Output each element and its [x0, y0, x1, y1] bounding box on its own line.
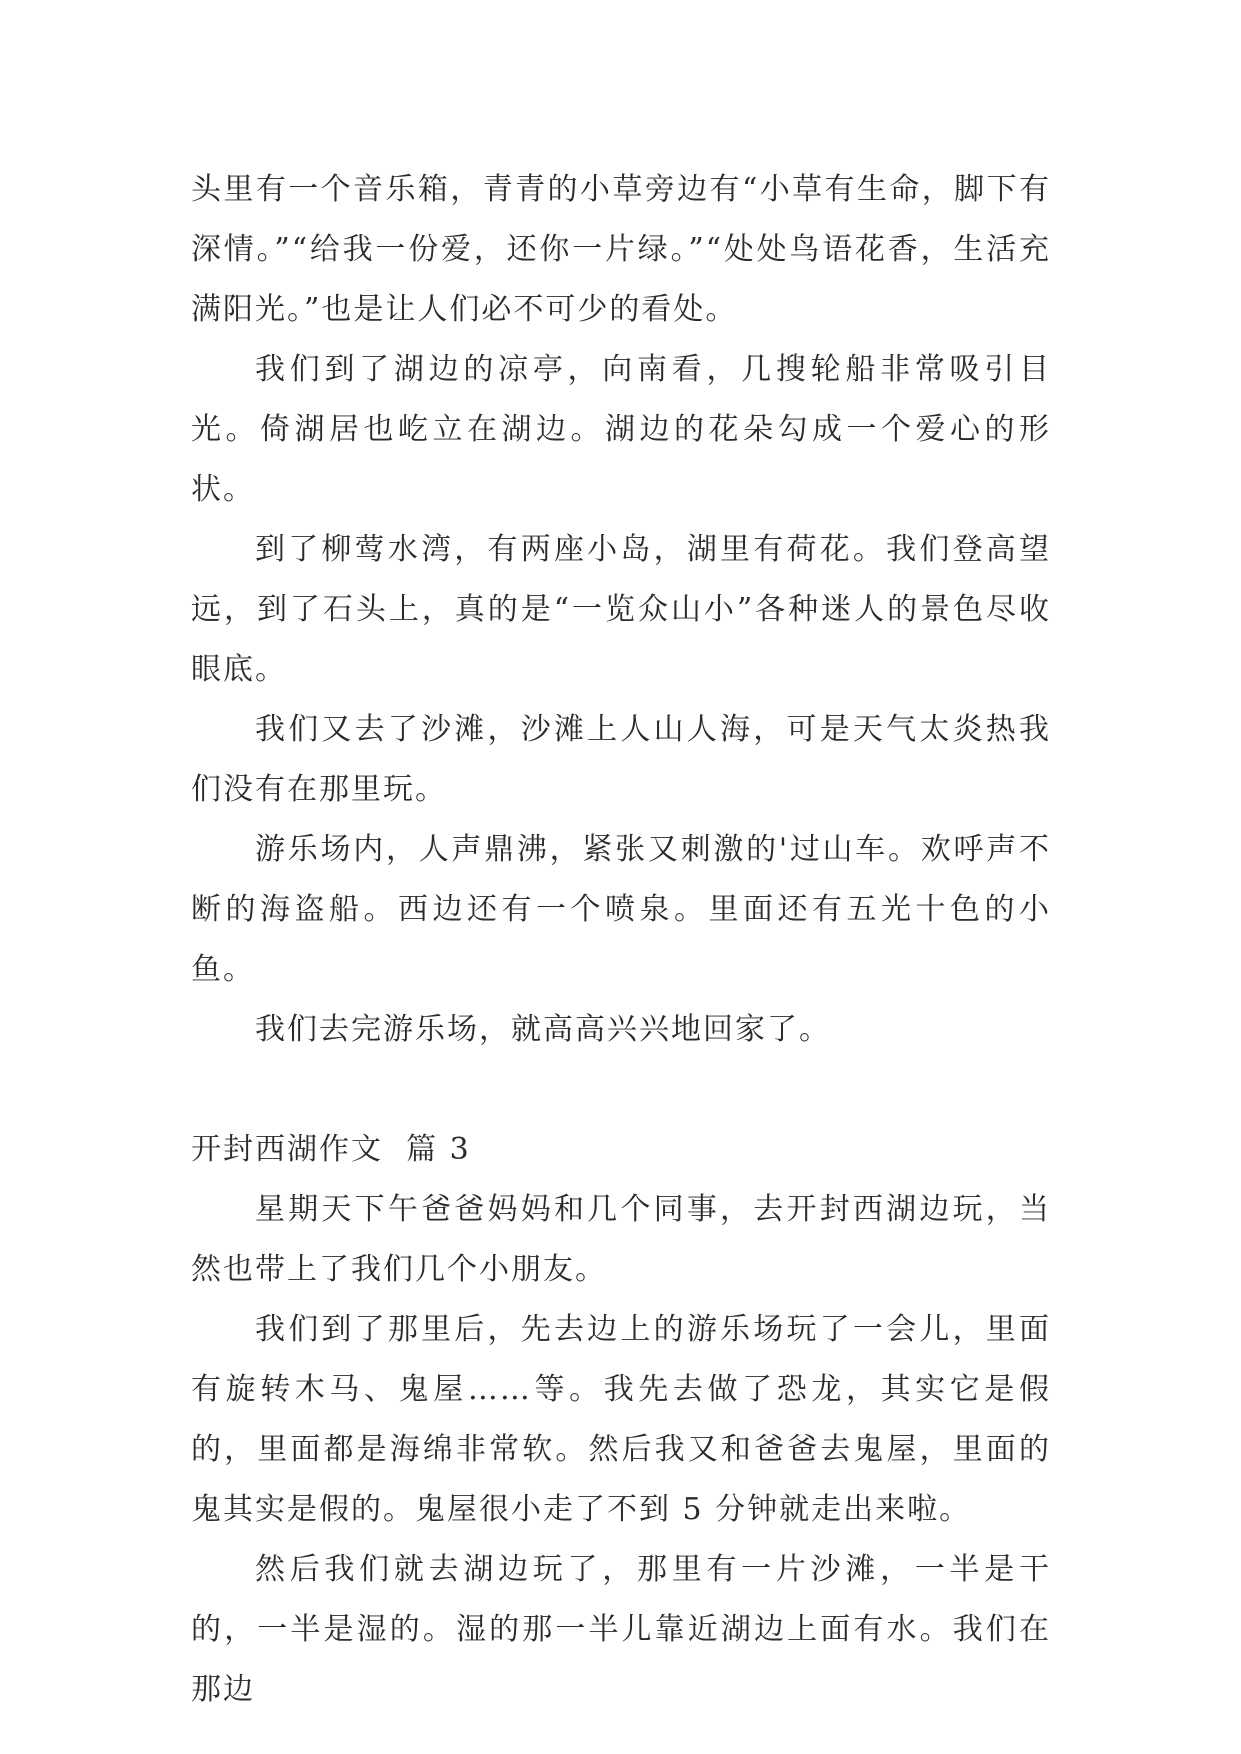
document-body: [191, 160, 1051, 1720]
paragraph: 我们到了湖边的凉亭，向南看，几搜轮船非常吸引目光。倚湖居也屹立在湖边。湖边的花朵勾成一个爱心的形状。: [191, 352, 1051, 507]
paragraph: 然后我们就去湖边玩了，那里有一片沙滩，一半是干的，一半是湿的。湿的那一半儿靠近湖边上面有水。我们在那边: [191, 1552, 1051, 1707]
paragraph: 到了柳莺水湾，有两座小岛，湖里有荷花。我们登高望远，到了石头上，真的是“一览众山小”各种迷人的景色尽收眼底。: [191, 532, 1051, 687]
paragraph: 我们到了那里后，先去边上的游乐场玩了一会儿，里面有旋转木马、鬼屋……等。我先去做了恐龙，其实它是假的，里面都是海绵非常软。然后我又和爸爸去鬼屋，里面的鬼其实是假的。鬼屋很小走了不到 5 分钟就走出来啦。: [191, 1312, 1051, 1527]
paragraph: 我们又去了沙滩，沙滩上人山人海，可是天气太炎热我们没有在那里玩。: [191, 712, 1051, 807]
paragraph: 星期天下午爸爸妈妈和几个同事，去开封西湖边玩，当然也带上了我们几个小朋友。: [191, 1192, 1051, 1287]
paragraph: 游乐场内，人声鼎沸，紧张又刺激的'过山车。欢呼声不断的海盗船。西边还有一个喷泉。里面还有五光十色的小鱼。: [191, 832, 1051, 987]
section-heading: 开封西湖作文 篇 3: [191, 1132, 471, 1167]
paragraph: 头里有一个音乐箱，青青的小草旁边有“小草有生命，脚下有深情。”“给我一份爱，还你一片绿。”“处处鸟语花香，生活充满阳光。”也是让人们必不可少的看处。: [191, 172, 1051, 327]
paragraph: 我们去完游乐场，就高高兴兴地回家了。: [255, 1012, 831, 1047]
